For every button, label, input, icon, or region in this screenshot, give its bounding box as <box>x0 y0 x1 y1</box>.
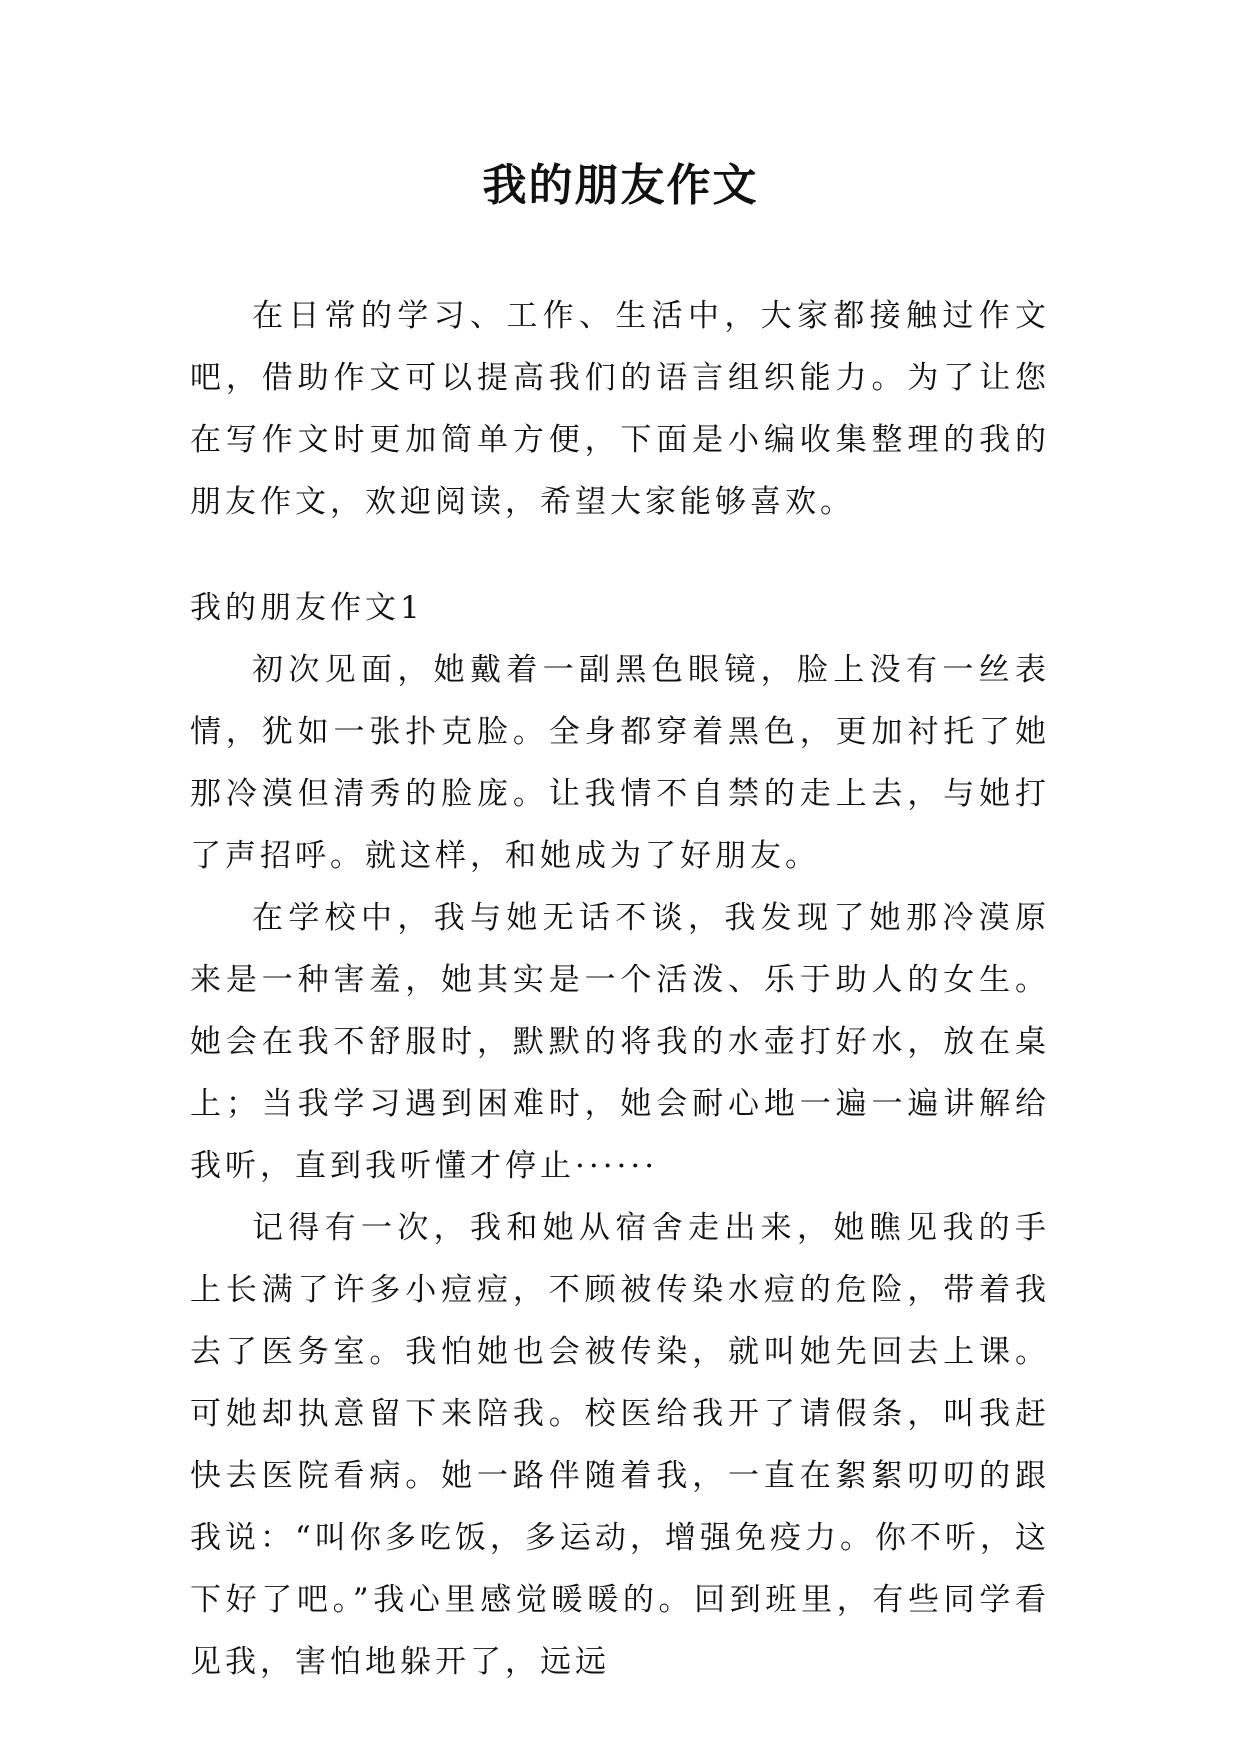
paragraph-1: 初次见面，她戴着一副黑色眼镜，脸上没有一丝表情，犹如一张扑克脸。全身都穿着黑色，更加衬托了她那冷漠但清秀的脸庞。让我情不自禁的走上去，与她打了声招呼。就这样，和她成为了好朋友。 <box>190 652 1050 874</box>
paragraph-2: 在学校中，我与她无话不谈，我发现了她那冷漠原来是一种害羞，她其实是一个活泼、乐于助人的女生。她会在我不舒服时，默默的将我的水壶打好水，放在桌上；当我学习遇到困难时，她会耐心地一遍一遍讲解给我听，直到我听懂才停止······ <box>190 900 1050 1184</box>
intro-paragraph: 在日常的学习、工作、生活中，大家都接触过作文吧，借助作文可以提高我们的语言组织能力。为了让您在写作文时更加简单方便，下面是小编收集整理的我的朋友作文，欢迎阅读，希望大家能够喜欢。 <box>190 298 1050 520</box>
section-heading: 我的朋友作文1 <box>190 590 424 626</box>
intro-section <box>190 285 1050 533</box>
paragraph-3: 记得有一次，我和她从宿舍走出来，她瞧见我的手上长满了许多小痘痘，不顾被传染水痘的危险，带着我去了医务室。我怕她也会被传染，就叫她先回去上课。可她却执意留下来陪我。校医给我开了请假条，叫我赶快去医院看病。她一路伴随着我，一直在絮絮叨叨的跟我说：“叫你多吃饭，多运动，增强免疫力。你不听，这下好了吧。”我心里感觉暖暖的。回到班里，有些同学看见我，害怕地躲开了，远远 <box>190 1210 1050 1680</box>
article-section <box>190 577 1050 1693</box>
document-title: 我的朋友作文 <box>482 160 759 211</box>
